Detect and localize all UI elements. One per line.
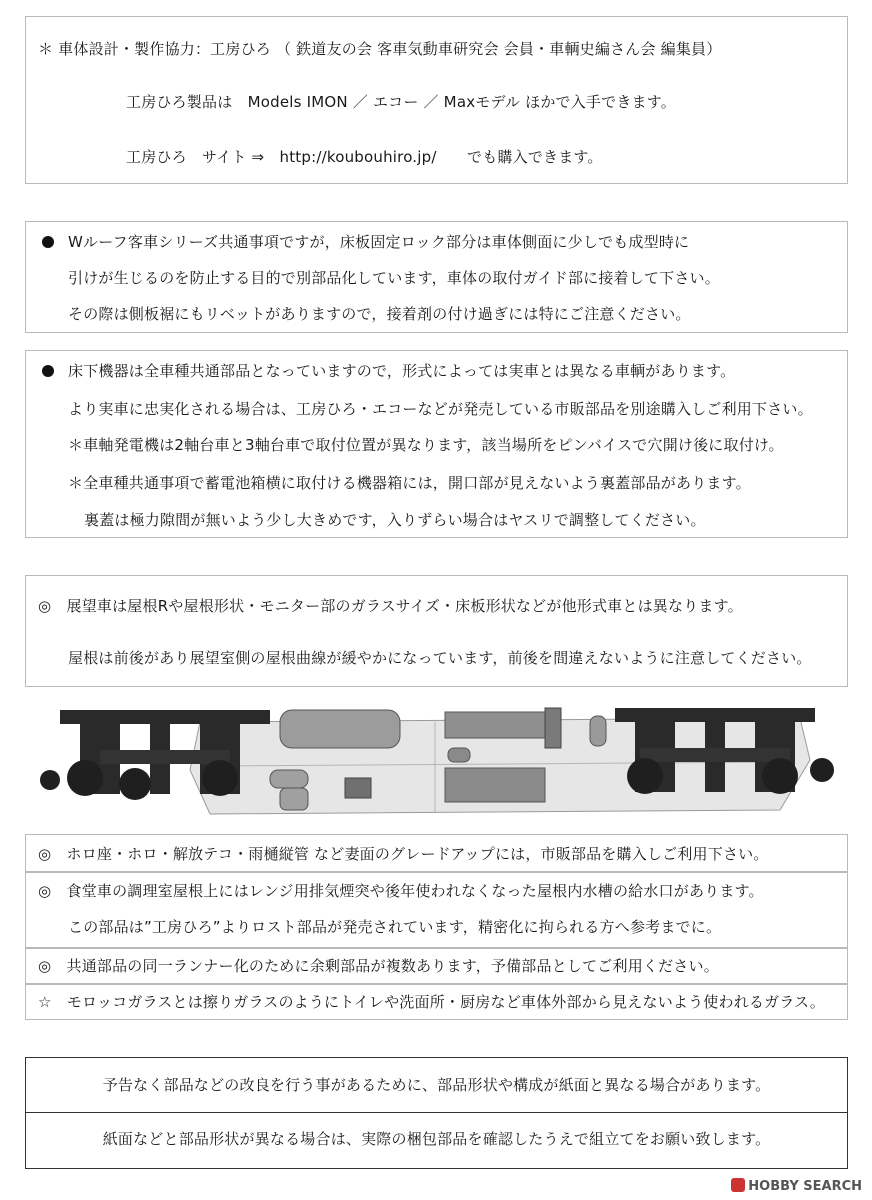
- roof-note-line-1: Wルーフ客車シリーズ共通事項ですが，床板固定ロック部分は車体側面に少しでも成型時に: [38, 232, 689, 252]
- underfloor-note-line-2: より実車に忠実化される場合は、工房ひろ・エコーなどが発売している市販部品を別途購入しご利用下さい。: [68, 400, 813, 418]
- hobby-search-icon: [731, 1178, 745, 1192]
- roof-note-line-3: その際は側板裾にもリベットがありますので，接着剤の付け過ぎには特にご注意ください。: [68, 305, 691, 323]
- observation-note-line-1: ◎ 展望車は屋根Rや屋根形状・モニター部のガラスサイズ・床板形状などが他形式車とは異なります。: [38, 597, 743, 615]
- credits-site-line: 工房ひろ サイト ⇒ http://koubouhiro.jp/ でも購入できます。: [126, 148, 603, 166]
- underfloor-note-line-3: ＊車軸発電機は2軸台車と3軸台車で取付位置が異なります，該当場所をピンバイスで穴開け後に取付け。: [68, 436, 784, 454]
- credits-line: ＊ 車体設計・製作協力：工房ひろ （ 鉄道友の会 客車気動車研究会 会員・車輌史編さん会 編集員）: [38, 40, 722, 58]
- underfloor-note-line-5: 裏蓋は極力隙間が無いよう少し大きめです，入りずらい場合はヤスリで調整してください。: [84, 511, 706, 529]
- note-dining-line-2: この部品は”工房ひろ”よりロスト部品が発売されています，精密化に拘られる方へ参考までに。: [68, 918, 722, 936]
- watermark-logo: HOBBY SEARCH: [731, 1178, 862, 1194]
- disclaimer-line-2: 紙面などと部品形状が異なる場合は、実際の梱包部品を確認したうえで組立てをお願い致します。: [102, 1130, 771, 1148]
- underfloor-parts-photo: [40, 700, 840, 832]
- note-glass-box: [25, 984, 848, 1020]
- underfloor-note-box: [25, 350, 848, 538]
- observation-note-box: [25, 575, 848, 687]
- observation-note-line-2: 屋根は前後があり展望室側の屋根曲線が緩やかになっています，前後を間違えないように注意してください。: [68, 649, 812, 667]
- underfloor-note-line-4: ＊全車種共通事項で蓄電池箱横に取付ける機器箱には，開口部が見えないよう裏蓋部品があります。: [68, 474, 751, 492]
- credits-shop-line: 工房ひろ製品は Models IMON ／ エコー ／ Maxモデル ほかで入手できます。: [126, 93, 676, 111]
- roof-note-line-2: 引けが生じるのを防止する目的で別部品化しています，車体の取付ガイド部に接着して下さい。: [68, 269, 720, 287]
- note-hood-line: ◎ ホロ座・ホロ・解放テコ・雨樋縦管 など妻面のグレードアップには，市販部品を購入しご利用下さい。: [38, 845, 769, 863]
- bullet-icon: [42, 236, 54, 248]
- roof-note-box: [25, 221, 848, 333]
- disclaimer-box: [25, 1057, 848, 1169]
- note-dining-line-1: ◎ 食堂車の調理室屋根上にはレンジ用排気煙突や後年使われなくなった屋根内水槽の給水口があります。: [38, 882, 764, 900]
- note-dining-box: [25, 872, 848, 948]
- credits-box: [25, 16, 848, 184]
- note-hood-box: [25, 834, 848, 872]
- note-runner-box: [25, 948, 848, 984]
- disclaimer-divider: [26, 1112, 847, 1113]
- disclaimer-line-1: 予告なく部品などの改良を行う事があるために、部品形状や構成が紙面と異なる場合があります。: [102, 1076, 771, 1094]
- note-runner-line: ◎ 共通部品の同一ランナー化のために余剰部品が複数あります，予備部品としてご利用ください。: [38, 957, 719, 975]
- note-glass-line: ☆ モロッコガラスとは擦りガラスのようにトイレや洗面所・厨房など車体外部から見えないよう使われるガラス。: [38, 993, 825, 1011]
- underfloor-note-line-1: 床下機器は全車種共通部品となっていますので，形式によっては実車とは異なる車輌があります。: [38, 361, 735, 381]
- bullet-icon: [42, 365, 54, 377]
